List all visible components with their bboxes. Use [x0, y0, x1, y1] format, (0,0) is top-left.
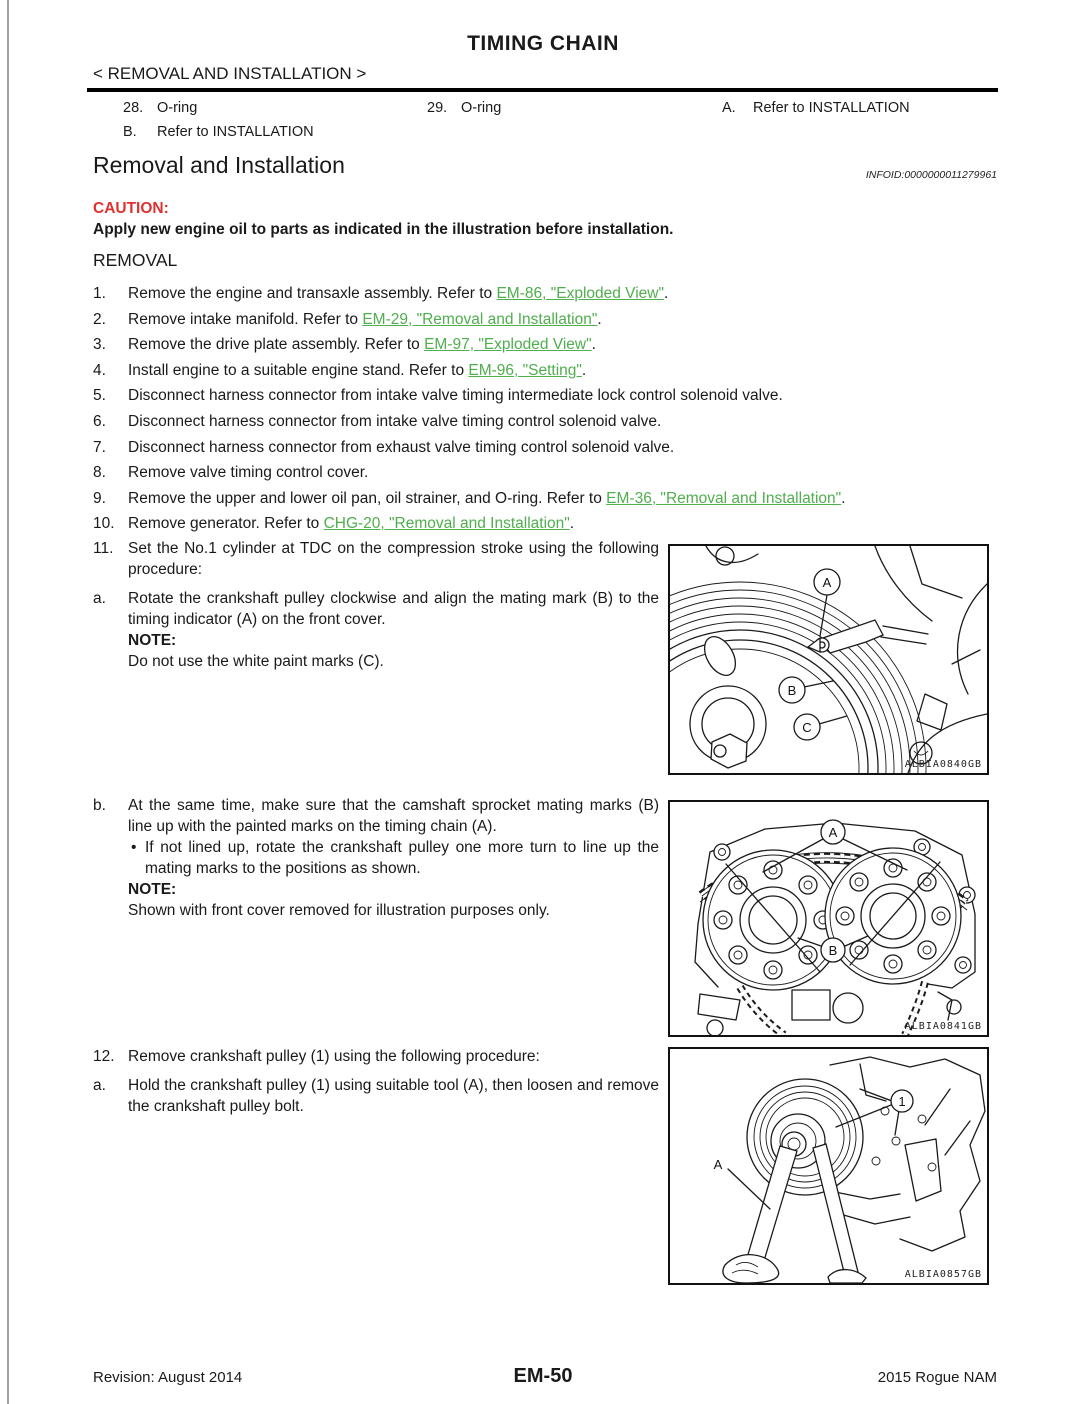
step-number: 11.	[93, 540, 114, 557]
ref-link-em86[interactable]: EM-86, "Exploded View"	[496, 285, 664, 302]
substep-text: At the same time, make sure that the camshaft sprocket mating marks (B) line up with the painted marks on the timing chain (A).	[128, 797, 659, 835]
step-number: 9.	[93, 489, 106, 507]
page-left-border	[7, 0, 9, 1404]
step-item	[93, 486, 998, 512]
part-label-29: O-ring	[461, 100, 502, 116]
step-text: Install engine to a suitable engine stand. Refer to	[128, 361, 469, 379]
step-item	[93, 511, 998, 537]
step-number: 5.	[93, 387, 106, 405]
step-text: Disconnect harness connector from intake valve timing intermediate lock control solenoid valve.	[128, 387, 783, 405]
part-num-28: 28.	[123, 100, 144, 116]
page-title: TIMING CHAIN	[467, 32, 619, 55]
figure-camshaft-sprocket-marks	[668, 800, 989, 1037]
step-item	[93, 307, 998, 333]
note-label: NOTE:	[128, 632, 177, 649]
step-item	[93, 409, 998, 435]
figure-code: ALBIA0841GB	[904, 1021, 982, 1032]
step-item	[93, 435, 998, 461]
step-item	[93, 460, 998, 486]
callout-b: B	[787, 683, 797, 698]
step-12a	[93, 1075, 659, 1117]
figure1-drawing	[670, 546, 987, 773]
step-text-post: .	[664, 285, 669, 302]
ref-link-em36[interactable]: EM-36, "Removal and Installation"	[606, 489, 842, 507]
figure-crankshaft-pulley-timing	[668, 544, 989, 775]
part-num-29: 29.	[427, 100, 448, 116]
step-number: 1.	[93, 285, 106, 302]
note-label: NOTE:	[128, 881, 177, 898]
ref-link-em29[interactable]: EM-29, "Removal and Installation"	[362, 310, 598, 328]
note-text: Shown with front cover removed for illustration purposes only.	[128, 902, 550, 919]
step-number: 7.	[93, 438, 106, 456]
callout-a: A	[828, 825, 838, 840]
callout-a: A	[713, 1157, 723, 1172]
step-item	[93, 332, 998, 358]
step-text: Remove the engine and transaxle assembly. Refer to	[128, 285, 497, 302]
removal-steps-list	[93, 281, 998, 537]
footer-model: 2015 Rogue NAM	[877, 1369, 997, 1386]
step-12	[93, 1046, 659, 1067]
figure-code: ALBIA0840GB	[904, 759, 982, 770]
step-item	[93, 281, 998, 307]
section-heading: < REMOVAL AND INSTALLATION >	[93, 64, 367, 83]
step-number: 12.	[93, 1048, 115, 1065]
removal-heading: REMOVAL	[93, 250, 178, 270]
ref-link-em96[interactable]: EM-96, "Setting"	[468, 361, 582, 379]
step-text: Remove the drive plate assembly. Refer to	[128, 336, 425, 354]
step-item	[93, 383, 998, 409]
ref-link-chg20[interactable]: CHG-20, "Removal and Installation"	[323, 515, 570, 533]
step-number: 8.	[93, 464, 106, 482]
note-text: Do not use the white paint marks (C).	[128, 653, 384, 670]
step-text: Remove the upper and lower oil pan, oil strainer, and O-ring. Refer to	[128, 489, 607, 507]
substep-letter: a.	[93, 590, 106, 607]
callout-1: 1	[898, 1094, 906, 1109]
header-rule	[87, 88, 998, 92]
step-number: 4.	[93, 361, 106, 379]
step-number: 10.	[93, 515, 115, 533]
ref-link-em97[interactable]: EM-97, "Exploded View"	[424, 336, 592, 354]
part-num-b: B.	[123, 124, 137, 140]
substep-text: Rotate the crankshaft pulley clockwise and align the mating mark (B) to the timing indicator (A) on the front cover.	[128, 590, 659, 628]
figure2-drawing	[670, 802, 987, 1035]
caution-label: CAUTION:	[93, 200, 169, 217]
footer-revision: Revision: August 2014	[93, 1369, 243, 1386]
infoid: INFOID:0000000011279961	[865, 169, 997, 181]
figure3-drawing	[670, 1049, 987, 1283]
substep-text: Hold the crankshaft pulley (1) using suitable tool (A), then loosen and remove the crankshaft pulley bolt.	[128, 1077, 659, 1115]
part-label-b: Refer to INSTALLATION	[157, 124, 314, 140]
step-text: Set the No.1 cylinder at TDC on the compression stroke using the following procedure:	[128, 540, 659, 578]
step-text: Remove crankshaft pulley (1) using the following procedure:	[128, 1048, 540, 1065]
step-text-post: .	[591, 336, 596, 354]
bullet-item: • If not lined up, rotate the crankshaft pulley one more turn to line up the mating marks to the positions as shown.	[128, 837, 659, 879]
step-text: Remove intake manifold. Refer to	[128, 310, 363, 328]
part-num-a: A.	[722, 100, 736, 116]
step-text-post: .	[841, 489, 846, 507]
step-text: Remove valve timing control cover.	[128, 464, 369, 482]
part-label-28: O-ring	[157, 100, 198, 116]
part-label-a: Refer to INSTALLATION	[753, 100, 910, 116]
figure-crankshaft-pulley-removal	[668, 1047, 989, 1285]
step-number: 6.	[93, 412, 106, 430]
section-title: Removal and Installation	[93, 152, 345, 178]
step-text: Disconnect harness connector from exhaust valve timing control solenoid valve.	[128, 438, 675, 456]
callout-a: A	[822, 575, 832, 590]
step-text-post: .	[597, 310, 602, 328]
step-number: 3.	[93, 336, 106, 354]
step-text-post: .	[569, 515, 575, 533]
step-text-post: .	[581, 361, 587, 379]
step-11b	[93, 795, 659, 921]
substep-letter: a.	[93, 1077, 106, 1094]
caution-text: Apply new engine oil to parts as indicated in the illustration before installation.	[93, 221, 674, 238]
step-11	[93, 538, 659, 580]
step-11a	[93, 588, 659, 672]
step-number: 2.	[93, 310, 106, 328]
callout-c: C	[802, 720, 812, 735]
footer-page-number: EM-50	[513, 1365, 573, 1387]
step-text: Remove generator. Refer to	[128, 515, 324, 533]
figure-code: ALBIA0857GB	[904, 1269, 982, 1280]
callout-b: B	[828, 943, 838, 958]
step-text: Disconnect harness connector from intake valve timing control solenoid valve.	[128, 412, 662, 430]
step-item	[93, 358, 998, 384]
substep-letter: b.	[93, 797, 106, 814]
